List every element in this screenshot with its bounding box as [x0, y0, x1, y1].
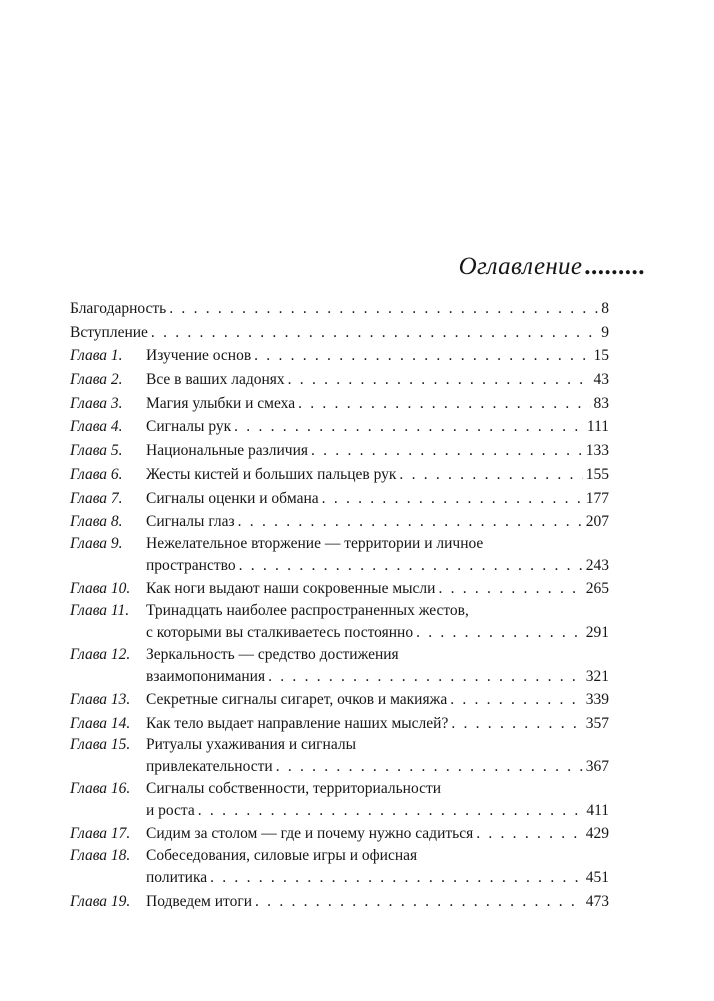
toc-entry [70, 368, 609, 392]
toc-entry-title: привлекательности [146, 758, 273, 776]
toc-chapter-label: Глава 1. [70, 347, 123, 365]
toc-page-number: 339 [585, 691, 609, 709]
toc-page-number: 429 [585, 825, 609, 843]
dot-leader [451, 712, 582, 736]
toc-page-number: 83 [593, 394, 609, 412]
toc-entry-title: Тринадцать наиболее распространенных жестов, [146, 602, 469, 620]
toc-heading [70, 250, 645, 284]
dot-leader [268, 665, 583, 689]
toc-entry-title: Зеркальность — средство достижения [146, 645, 399, 663]
toc-chapter-label: Глава 2. [70, 371, 123, 389]
toc-chapter-label: Глава 15. [70, 736, 131, 754]
toc-heading-title: Оглавление [458, 253, 583, 280]
toc-entry [70, 392, 609, 416]
toc-chapter-label: Глава 4. [70, 418, 123, 436]
toc-chapter-label: Глава 9. [70, 534, 123, 552]
dot-leader [450, 688, 583, 712]
toc-entry-title: Нежелательное вторжение — территории и личное [146, 534, 484, 552]
dot-leader [254, 344, 590, 368]
toc-chapter-label: Глава 16. [70, 779, 131, 797]
toc-entry [70, 463, 609, 487]
toc-entry [70, 822, 609, 846]
toc-chapter-label: Глава 11. [70, 602, 130, 620]
toc-chapter-label: Глава 19. [70, 892, 131, 910]
toc-heading-dots: ......... [584, 253, 645, 280]
toc-entry-title: политика [146, 869, 208, 887]
toc-chapter-label: Глава 8. [70, 513, 123, 531]
toc-entry [70, 487, 609, 511]
toc-entry [70, 439, 609, 463]
toc-page-number: 411 [586, 801, 609, 819]
toc-page-number: 43 [593, 371, 609, 389]
toc-entry [70, 510, 609, 534]
toc-entry [70, 297, 609, 321]
toc-entry-title: Вступление [70, 323, 148, 341]
toc-entry-title: Изучение основ [146, 347, 252, 365]
dot-leader [288, 368, 591, 392]
toc-page-number: 207 [585, 513, 609, 531]
toc-chapter-label: Глава 3. [70, 394, 123, 412]
toc-chapter-label: Глава 7. [70, 489, 123, 507]
toc-page-number: 9 [601, 323, 609, 341]
toc-entry-title: Сигналы глаз [146, 513, 235, 531]
toc-entry [70, 846, 609, 890]
toc-page-number: 321 [585, 667, 609, 685]
toc-entry-title: Секретные сигналы сигарет, очков и макияжа [146, 691, 448, 709]
toc-page-number: 451 [585, 869, 609, 887]
toc-entry [70, 601, 609, 645]
toc-entry [70, 735, 609, 779]
toc-entry-title: Как ноги выдают наши сокровенные мысли [146, 580, 436, 598]
toc-page-number: 367 [585, 758, 609, 776]
toc-entry-title: Как тело выдает направление наших мыслей? [146, 714, 449, 732]
toc-entry [70, 779, 609, 823]
dot-leader [276, 755, 583, 779]
toc-entry [70, 321, 609, 345]
dot-leader [298, 392, 590, 416]
toc-page-number: 357 [585, 714, 609, 732]
toc-page-number: 133 [585, 442, 609, 460]
toc-page-number: 291 [585, 624, 609, 642]
toc-entry [70, 534, 609, 578]
toc-page-number: 265 [585, 580, 609, 598]
dot-leader [234, 415, 584, 439]
toc-entry-title: Ритуалы ухаживания и сигналы [146, 736, 356, 754]
toc-entry-title: Жесты кистей и больших пальцев рук [146, 465, 397, 483]
toc-entry [70, 344, 609, 368]
toc-page-number: 155 [585, 465, 609, 483]
toc-chapter-label: Глава 17. [70, 825, 131, 843]
toc-entry-title: Благодарность [70, 300, 167, 317]
toc-entry-title: Сидим за столом — где и почему нужно садиться [146, 825, 474, 843]
table-of-contents [70, 297, 609, 913]
toc-page-number: 177 [585, 489, 609, 507]
dot-leader [476, 822, 583, 846]
toc-page-number: 243 [585, 556, 609, 574]
toc-entry-title: Магия улыбки и смеха [146, 394, 296, 412]
toc-entry-title: с которыми вы сталкиваетесь постоянно [146, 624, 414, 642]
toc-entry-title: взаимопонимания [146, 667, 266, 685]
toc-entry-title: и роста [146, 801, 195, 819]
dot-leader [311, 439, 583, 463]
toc-page-number: 473 [585, 892, 609, 910]
dot-leader [151, 321, 598, 345]
toc-entry-title: Сигналы оценки и обмана [146, 489, 319, 507]
toc-entry [70, 577, 609, 601]
toc-entry [70, 415, 609, 439]
toc-chapter-label: Глава 14. [70, 714, 131, 732]
toc-entry-title: Собеседования, силовые игры и офисная [146, 847, 418, 865]
toc-chapter-label: Глава 12. [70, 645, 131, 663]
toc-chapter-label: Глава 10. [70, 580, 131, 598]
toc-chapter-label: Глава 18. [70, 847, 131, 865]
dot-leader [239, 554, 583, 578]
toc-entry [70, 890, 609, 914]
dot-leader [169, 297, 598, 321]
toc-entry [70, 712, 609, 736]
dot-leader [438, 577, 582, 601]
dot-leader [255, 890, 583, 914]
toc-entry-title: Все в ваших ладонях [146, 371, 285, 389]
toc-entry-title: Национальные различия [146, 442, 308, 460]
dot-leader [198, 799, 584, 823]
toc-page-number: 111 [586, 418, 609, 436]
toc-entry-title: Сигналы собственности, территориальности [146, 779, 442, 797]
toc-entry [70, 645, 609, 689]
toc-entry-title: Подведем итоги [146, 892, 253, 910]
toc-chapter-label: Глава 5. [70, 442, 123, 460]
dot-leader [322, 487, 583, 511]
toc-page-number: 8 [601, 300, 609, 317]
dot-leader [210, 866, 583, 890]
toc-entry-title: Сигналы рук [146, 418, 232, 436]
toc-chapter-label: Глава 13. [70, 691, 131, 709]
toc-page-number: 15 [593, 347, 609, 365]
toc-entry-title: пространство [146, 556, 236, 574]
dot-leader [238, 510, 583, 534]
toc-chapter-label: Глава 6. [70, 465, 123, 483]
dot-leader [416, 621, 583, 645]
dot-leader [399, 463, 582, 487]
toc-entry [70, 688, 609, 712]
